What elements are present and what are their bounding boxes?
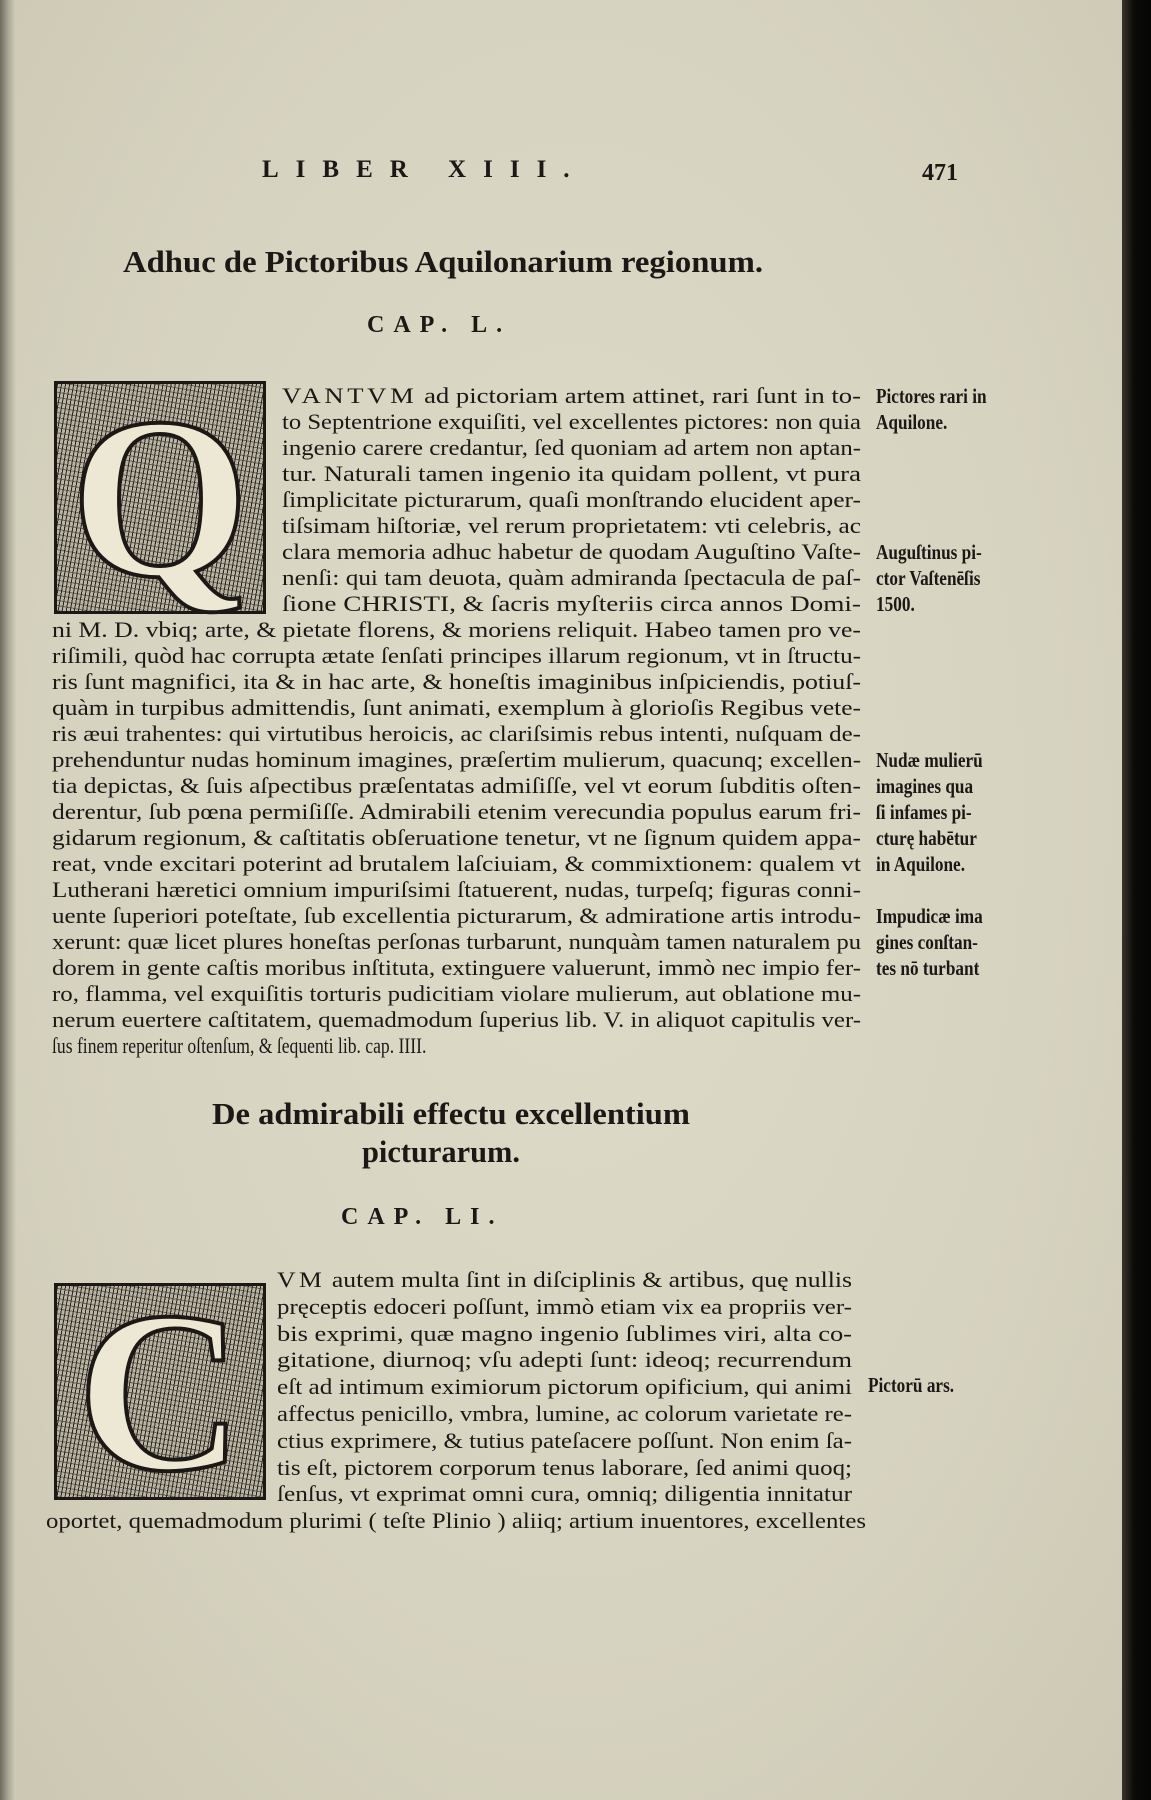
line-text: autem multa ſint in diſciplinis & artibus, quę nullis bbox=[331, 1267, 853, 1292]
margin-note-text: Pictorū ars. bbox=[868, 1373, 955, 1397]
text-line-content bbox=[52, 643, 861, 669]
chapter-title-line: De admirabili effectu excellentium bbox=[212, 1096, 690, 1131]
text-line bbox=[282, 435, 861, 461]
text-line-content bbox=[52, 903, 861, 929]
text-line-content bbox=[52, 1007, 861, 1033]
text-line bbox=[277, 1321, 852, 1347]
text-line bbox=[282, 409, 861, 435]
line-text: pręceptis edoceri poſſunt, immò etiam vix ea propriis ver- bbox=[277, 1293, 852, 1319]
line-text: quàm in turpibus admittendis, ſunt animati, exemplum à glorioſis Regibus vete- bbox=[52, 695, 861, 720]
margin-note-text: 1500. bbox=[876, 592, 915, 616]
running-head: LIBER XIII. bbox=[262, 156, 587, 183]
line-text: ſus finem reperitur oſtenſum, & ſequenti lib. cap. IIII. bbox=[52, 1033, 427, 1058]
woodcut-initial bbox=[54, 1263, 266, 1519]
line-text: ſione CHRISTI, & ſacris myſteriis circa annos Domi- bbox=[282, 591, 861, 616]
text-line bbox=[52, 903, 861, 929]
line-text: ris æui trahentes: qui virtutibus heroicis, ac clariſsimis rebus intenti, nuſquam de- bbox=[52, 721, 861, 746]
page-edge-shadow bbox=[1122, 0, 1151, 1800]
text-line-content bbox=[282, 591, 861, 617]
margin-note-text: ſi infames pi- bbox=[876, 800, 972, 824]
text-line bbox=[277, 1267, 852, 1293]
text-line-content bbox=[52, 747, 861, 773]
text-line bbox=[52, 747, 861, 773]
line-text: eſt ad intimum eximiorum pictorum opificium, qui animi bbox=[277, 1374, 852, 1400]
line-text: tis eſt, pictorem corporum tenus laborare, ſed animi quoq; bbox=[277, 1454, 852, 1480]
text-line bbox=[282, 591, 861, 617]
line-text: to Septentrione exquiſiti, vel excellentes pictores: non quia bbox=[282, 409, 861, 434]
lead-capitals: VANTVM bbox=[282, 383, 418, 408]
line-text: ad pictoriam artem attinet, rari ſunt in to- bbox=[424, 383, 861, 408]
text-line-content bbox=[52, 695, 861, 721]
text-line bbox=[52, 643, 861, 669]
text-line-content bbox=[277, 1374, 852, 1400]
text-line bbox=[52, 799, 861, 825]
text-line bbox=[52, 877, 861, 903]
chapter-number: CAP. LI. bbox=[341, 1204, 504, 1230]
woodcut-initial bbox=[54, 369, 266, 625]
text-line-content bbox=[52, 825, 861, 851]
margin-note-line bbox=[876, 955, 1002, 981]
text-line bbox=[277, 1455, 852, 1481]
text-line-content bbox=[277, 1321, 852, 1347]
book-gutter bbox=[0, 0, 16, 1800]
line-text: ris ſunt magnifici, ita & in hac arte, & honeſtis imaginibus inſpiciendis, potiuſ- bbox=[52, 669, 861, 694]
line-text: ctius exprimere, & tutius pateſacere poſſunt. Non enim ſa- bbox=[277, 1427, 852, 1453]
line-text: reat, vnde excitari poterint ad brutalem laſciuiam, & commixtionem: qualem vt bbox=[52, 851, 861, 876]
text-line-content bbox=[52, 851, 861, 877]
margin-note-line bbox=[876, 409, 963, 435]
line-text: clara memoria adhuc habetur de quodam Auguſtino Vaſte- bbox=[282, 539, 861, 564]
margin-note-text: in Aquilone. bbox=[876, 852, 966, 876]
margin-note-line bbox=[876, 929, 1000, 955]
line-text: Lutherani hæretici omnium impuriſsimi ſtatuerent, nudas, turpeſq; figuras conni- bbox=[52, 877, 861, 902]
text-line bbox=[282, 565, 861, 591]
line-text: tur. Naturali tamen ingenio ita quidam pollent, vt pura bbox=[282, 461, 861, 486]
margin-note-line bbox=[876, 773, 994, 799]
margin-note-line bbox=[876, 903, 1006, 929]
margin-note-text: Auguſtinus pi- bbox=[876, 540, 982, 564]
text-line-content bbox=[52, 955, 861, 981]
margin-note-line bbox=[876, 591, 923, 617]
text-line-content bbox=[52, 617, 861, 643]
text-line bbox=[282, 487, 861, 513]
text-line bbox=[52, 773, 861, 799]
text-line-content bbox=[277, 1294, 852, 1320]
line-text: ingenio carere credantur, ſed quoniam ad artem non aptan- bbox=[282, 435, 861, 460]
margin-note-text: ctor Vaſtenēſis bbox=[876, 566, 981, 590]
line-text: nerum euertere caſtitatem, quemadmodum ſuperius lib. V. in aliquot capitulis ver- bbox=[52, 1007, 861, 1032]
margin-note-line bbox=[876, 825, 999, 851]
line-text: ſenſus, vt exprimat omni cura, omniq; diligentia innitatur bbox=[277, 1481, 852, 1507]
text-line bbox=[277, 1294, 852, 1320]
text-line bbox=[52, 955, 861, 981]
margin-note-text: cturę habētur bbox=[876, 826, 977, 850]
text-line bbox=[282, 383, 861, 409]
text-line-content bbox=[282, 409, 861, 435]
text-line-content bbox=[52, 877, 861, 903]
line-text: oportet, quemadmodum plurimi ( teſte Plinio ) aliiq; artium inuentores, excellentes bbox=[46, 1508, 866, 1534]
lead-capitals: VM bbox=[277, 1267, 326, 1292]
margin-note-line bbox=[876, 565, 1003, 591]
text-line-content bbox=[52, 799, 861, 825]
line-text: tiſsimam hiſtoriæ, vel rerum proprietatem: vti celebris, ac bbox=[282, 513, 861, 538]
margin-note-line bbox=[876, 747, 1006, 773]
text-line-content bbox=[52, 773, 861, 799]
margin-note-text: tes nō turbant bbox=[876, 956, 980, 980]
text-line-content bbox=[46, 1508, 866, 1534]
text-line-content bbox=[277, 1428, 852, 1454]
text-line bbox=[52, 1007, 861, 1033]
text-line-content bbox=[52, 981, 861, 1007]
text-line bbox=[52, 721, 861, 747]
text-line-content bbox=[277, 1347, 852, 1373]
text-line bbox=[52, 929, 861, 955]
line-text: bis exprimi, quæ magno ingenio ſublimes viri, alta co- bbox=[277, 1320, 852, 1346]
line-text: uente ſuperiori poteſtate, ſub excellentia picturarum, & admiratione artis introdu- bbox=[52, 903, 861, 928]
text-line bbox=[282, 539, 861, 565]
text-line-content bbox=[52, 721, 861, 747]
page-number: 471 bbox=[922, 160, 958, 186]
text-line bbox=[52, 1033, 861, 1059]
text-line bbox=[277, 1374, 852, 1400]
text-line bbox=[52, 695, 861, 721]
margin-note-line bbox=[876, 539, 1005, 565]
text-line-content bbox=[52, 929, 861, 955]
chapter-title bbox=[362, 1132, 520, 1172]
margin-note-line bbox=[876, 799, 993, 825]
text-line-content bbox=[282, 513, 861, 539]
text-line bbox=[52, 825, 861, 851]
chapter-title bbox=[123, 242, 763, 282]
initial-letter: C bbox=[76, 1263, 244, 1519]
margin-note-text: Nudæ mulierū bbox=[876, 748, 983, 772]
line-text: nenſi: qui tam deuota, quàm admiranda ſpectacula de paſ- bbox=[282, 565, 861, 590]
line-text: ro, flamma, vel exquiſitis torturis pudicitiam violare mulierum, aut oblatione mu- bbox=[52, 981, 861, 1006]
margin-note-text: Pictores rari in bbox=[876, 384, 987, 408]
text-line bbox=[52, 851, 861, 877]
margin-note-line bbox=[868, 1372, 973, 1398]
line-text: gitatione, diurnoq; vſu adepti ſunt: ideoq; recurrendum bbox=[277, 1347, 852, 1373]
text-line-content bbox=[282, 383, 861, 409]
margin-note-text: Aquilone. bbox=[876, 410, 948, 434]
text-line-content bbox=[282, 565, 861, 591]
text-line-content bbox=[52, 669, 861, 695]
line-text: riſimili, quòd hac corrupta ætate ſenſati principes illarum regionum, vt in ſtructu- bbox=[52, 643, 861, 668]
line-text: derentur, ſub pœna permiſiſſe. Admirabili etenim verecundia populus earum fri- bbox=[52, 799, 861, 824]
text-line bbox=[46, 1508, 866, 1534]
text-line-content bbox=[282, 487, 861, 513]
text-line-content bbox=[277, 1455, 852, 1481]
margin-note-line bbox=[876, 851, 985, 877]
chapter-title-line: picturarum. bbox=[362, 1134, 520, 1169]
text-line bbox=[277, 1428, 852, 1454]
line-text: xerunt: quæ licet plures honeſtas perſonas turbarunt, nunquàm tamen naturalem pu bbox=[52, 929, 861, 954]
margin-note-line bbox=[876, 383, 1011, 409]
chapter-title-text: Adhuc de Pictoribus Aquilonarium regionum. bbox=[123, 244, 763, 279]
line-text: dorem in gente caſtis moribus inſtituta, extinguere valuerunt, immò nec impio fer- bbox=[52, 955, 861, 980]
text-line bbox=[277, 1481, 852, 1507]
chapter-number: CAP. L. bbox=[367, 312, 512, 338]
text-line-content bbox=[52, 1033, 426, 1059]
margin-note-text: Impudicæ ima bbox=[876, 904, 983, 928]
text-line-content bbox=[277, 1401, 852, 1427]
line-text: affectus penicillo, vmbra, lumine, ac colorum varietate re- bbox=[277, 1401, 852, 1426]
text-line-content bbox=[282, 435, 861, 461]
text-line bbox=[277, 1347, 852, 1373]
text-line-content bbox=[277, 1267, 852, 1293]
line-text: prehenduntur nudas hominum imagines, præſertim mulierum, quacunq; excellen- bbox=[52, 747, 861, 772]
margin-note-text: imagines qua bbox=[876, 774, 974, 798]
text-line-content bbox=[282, 539, 861, 565]
chapter-title bbox=[212, 1094, 690, 1134]
text-line bbox=[282, 513, 861, 539]
line-text: ni M. D. vbiq; arte, & pietate florens, & moriens reliquit. Habeo tamen pro ve- bbox=[52, 617, 861, 642]
text-line bbox=[277, 1401, 852, 1427]
text-line-content bbox=[282, 461, 861, 487]
text-line bbox=[52, 669, 861, 695]
margin-note-text: gines conſtan- bbox=[876, 930, 978, 954]
text-line bbox=[52, 617, 861, 643]
initial-letter: Q bbox=[70, 369, 250, 625]
line-text: gidarum regionum, & caſtitatis obſeruatione tenetur, vt ne ſignum quidem appa- bbox=[52, 825, 861, 850]
text-line bbox=[282, 461, 861, 487]
line-text: ſimplicitate picturarum, quaſi monſtrando elucident aper- bbox=[282, 487, 861, 512]
text-line bbox=[52, 981, 861, 1007]
text-line-content bbox=[277, 1481, 852, 1507]
line-text: tia depictas, & ſuis aſpectibus præſentatas admiſiſſe, vel vt eorum ſubditis oſten- bbox=[52, 773, 861, 798]
